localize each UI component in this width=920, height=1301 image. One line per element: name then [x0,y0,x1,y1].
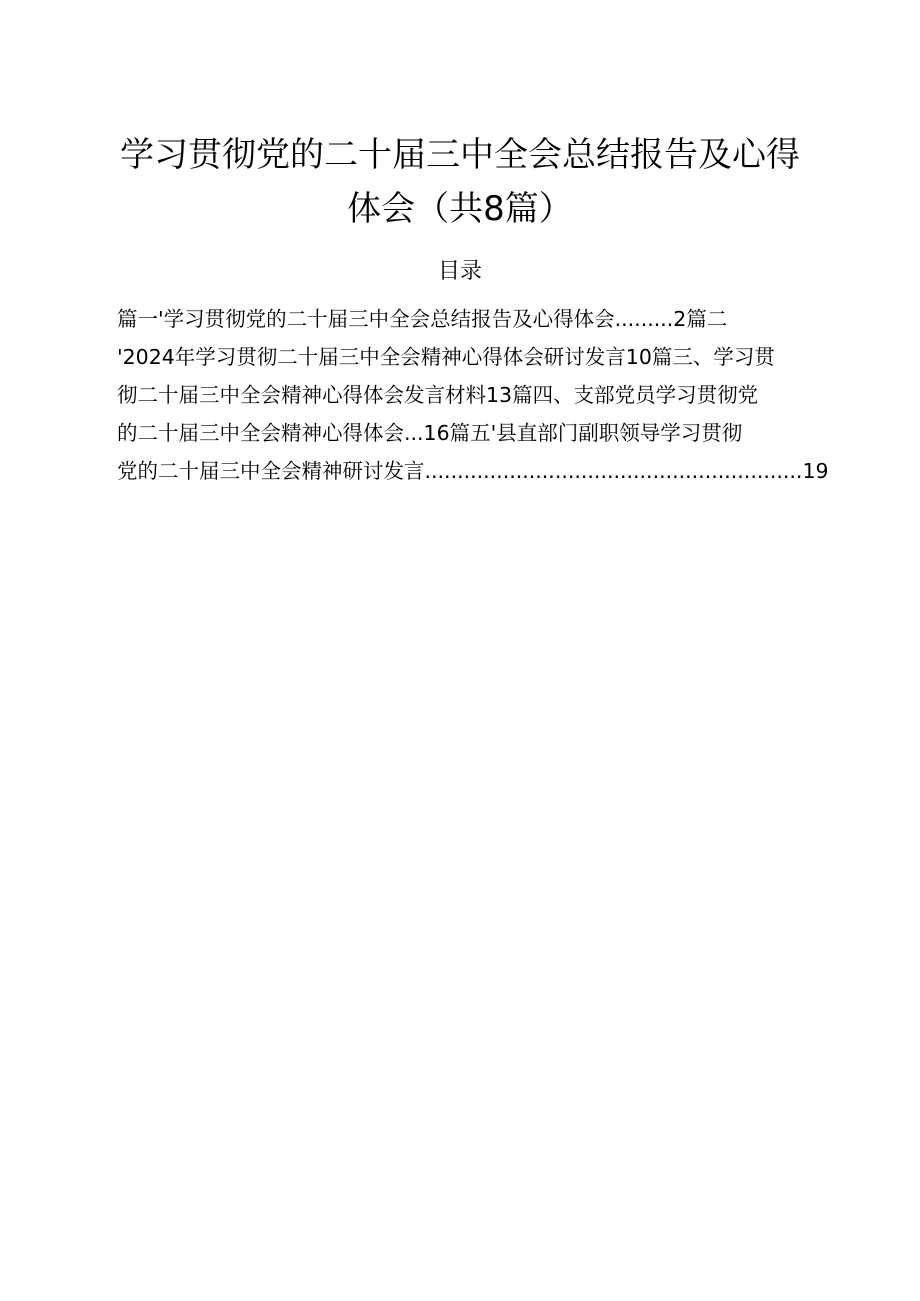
document-title [100,128,820,236]
toc-line: 的二十届三中全会精神心得体会...16篇五'县直部门副职领导学习贯彻 [117,421,743,445]
title-line-2: 体会（共8篇） [347,189,573,229]
toc-heading: 目录 [437,259,482,284]
toc-line: '2024年学习贯彻二十届三中全会精神心得体会研讨发言10篇三、学习贯 [117,345,775,369]
toc-line: 彻二十届三中全会精神心得体会发言材料13篇四、支部党员学习贯彻党 [117,383,759,407]
toc-line: 党的二十届三中全会精神研讨发言..........................................................19 [117,459,829,483]
title-line-1: 学习贯彻党的二十届三中全会总结报告及心得 [120,135,800,175]
table-of-contents [117,300,837,490]
toc-line: 篇一'学习贯彻党的二十届三中全会总结报告及心得体会.........2篇二 [117,307,728,331]
